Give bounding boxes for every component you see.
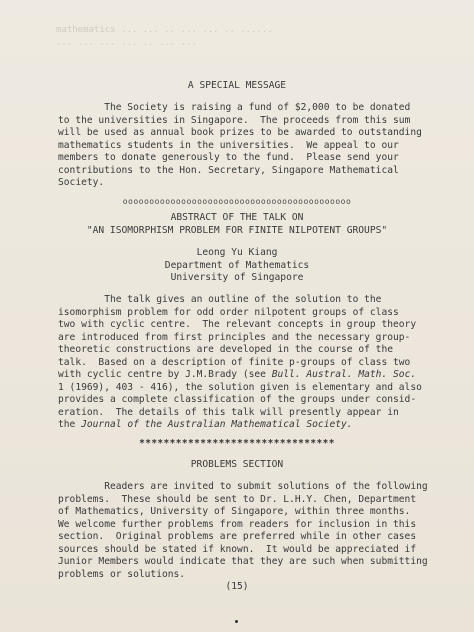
abstract-subtitle: "AN ISOMORPHISM PROBLEM FOR FINITE NILPOTENT GROUPS" [86,224,388,236]
problems-line: section. Original problems are preferred while in other cases [58,531,417,542]
abstract-title: ABSTRACT OF THE TALK ON [170,212,304,223]
abstract-line: eration. The details of this talk will presently appear in [58,406,399,418]
abstract-line [58,419,353,432]
separator-circles: ooooooooooooooooooooooooooooooooooooooooooo [122,197,352,206]
separator-stars: ******************************** [139,438,335,449]
abstract-line-text: the [58,419,82,430]
author-department: Department of Mathematics [164,259,310,271]
abstract-line: talk. Based on a description of finite p-groups of class two [58,356,411,368]
bleed-through-line: ... ... ... ... .. ... ... [56,38,197,48]
abstract-line: two with cyclic centre. The relevant concepts in group theory [58,319,417,330]
problems-line: Readers are invited to submit solutions of the following [58,481,428,492]
journal-reference: Bull. Austral. Math. Soc. [271,369,417,380]
abstract-line [58,369,416,382]
problems-title: PROBLEMS SECTION [190,459,284,470]
abstract-line: The talk gives an outline of the solution to the [58,294,382,305]
problems-line: We welcome further problems from readers for inclusion in this [58,518,417,530]
abstract-line: isomorphism problem for odd order nilpotent groups of class [58,306,399,318]
abstract-line: theoretic constructions are developed in the course of the [58,344,394,355]
message-line: mathematics students in the universities. We appeal to our [58,139,399,151]
ink-dot [235,620,238,623]
page-number: (15) [225,581,249,592]
author-university: University of Singapore [170,272,304,283]
problems-line: of Mathematics, University of Singapore, within three months. [58,506,411,517]
message-line: The Society is raising a fund of $2,000 to be donated [58,102,411,113]
abstract-line-text: with cyclic centre by J.M.Brady (see [58,369,272,380]
bleed-through-line: mathematics ... ... .. ... ... .. ...... [56,25,273,35]
message-title: A SPECIAL MESSAGE [187,80,287,91]
abstract-line: are introduced from first principles and the necessary group- [58,331,411,343]
abstract-line: provides a complete classification of the groups under consid- [58,394,417,405]
author-name: Leong Yu Kiang [196,247,278,258]
problems-line: problems. These should be sent to Dr. L.H.Y. Chen, Department [58,493,417,505]
problems-line: problems or solutions. [58,568,186,580]
message-line: contributions to the Hon. Secretary, Singapore Mathematical [58,164,399,176]
journal-name: Journal of the Australian Mathematical Society. [81,419,353,430]
abstract-line: 1 (1969), 403 - 416), the solution given is elementary and also [58,381,422,393]
problems-line: Junior Members would indicate that they are such when submitting [58,556,428,567]
message-line: members to donate generously to the fund. Please send your [58,152,399,163]
problems-line: sources should be stated if known. It would be appreciated if [58,543,417,555]
message-line: will be used as annual book prizes to be awarded to outstanding [58,127,422,138]
message-line: Society. [58,177,105,188]
message-line: to the universities in Singapore. The proceeds from this sum [58,114,411,126]
